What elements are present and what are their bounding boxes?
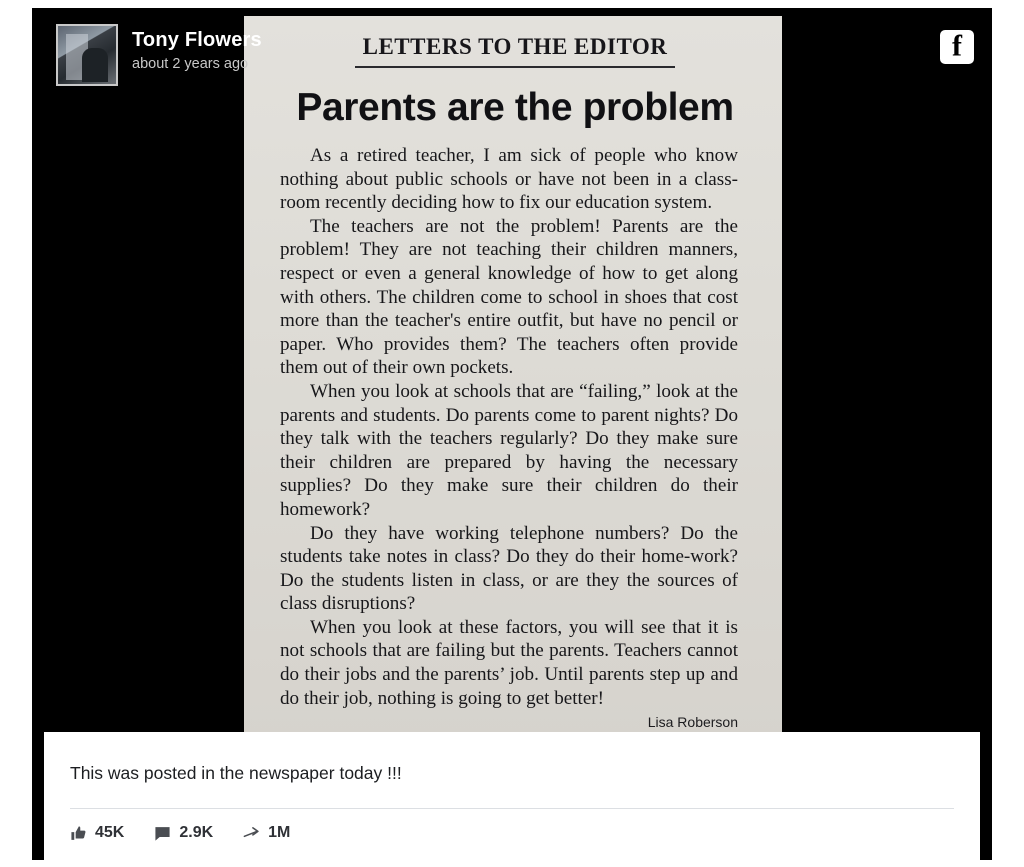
like-stat[interactable] [70,824,124,842]
clipping-paragraph: When you look at schools that are “failing,” look at the parents and students. Do parents come to parent nights? Do they talk with the teachers regularly? Do they make sure their children are prepared by having the necessary supplies? Do they make sure their children do their homework? [280,380,738,520]
clipping-paragraph: When you look at these factors, you will see that it is not schools that are failing but the parents. Teachers cannot do their jobs and the parents’ job. Until parents step up and do their job, nothing is going to get better! [280,616,738,709]
clipping-content [244,16,782,742]
social-post-card [32,8,992,860]
kicker-rule [355,66,675,68]
newspaper-clipping-image[interactable] [244,16,782,742]
engagement-bar [70,824,290,842]
share-count: 1M [268,824,291,841]
clipping-signature-name: Lisa Roberson [647,714,738,731]
comment-stat[interactable] [154,824,213,842]
clipping-paragraph: The teachers are not the problem! Parents are the problem! They are not teaching their children manners, respect or even a general knowledge of how to get along with others. The children come to school in shoes that cost more than the teacher's entire outfit, but have no pencil or paper. Who provides them? The teachers often provide them out of their own pockets. [280,215,738,379]
share-stat[interactable] [243,824,290,842]
caption-panel [44,732,980,860]
clipping-headline: Parents are the problem [296,86,734,129]
comment-count: 2.9K [179,824,214,841]
post-timestamp: about 2 years ago [132,56,249,72]
facebook-glyph: f [952,29,962,63]
share-icon [243,825,260,842]
post-caption: This was posted in the newspaper today !!! [70,763,402,783]
clipping-kicker: LETTERS TO THE EDITOR [362,34,668,59]
author-block [132,24,262,74]
author-name[interactable]: Tony Flowers [132,29,262,51]
comment-icon [154,825,171,842]
thumbs-up-icon [70,825,87,842]
facebook-icon [940,30,974,64]
clipping-body [278,144,752,710]
post-header [56,24,262,86]
like-count: 45K [95,824,125,841]
clipping-paragraph: Do they have working telephone numbers? Do the students take notes in class? Do they do their home-work? Do the students listen in class, or are they the sources of class disruptions? [280,522,738,615]
avatar[interactable] [56,24,118,86]
divider [70,808,954,809]
clipping-paragraph: As a retired teacher, I am sick of people who know nothing about public schools or have not been in a class-room recently deciding how to fix our education system. [280,145,738,214]
